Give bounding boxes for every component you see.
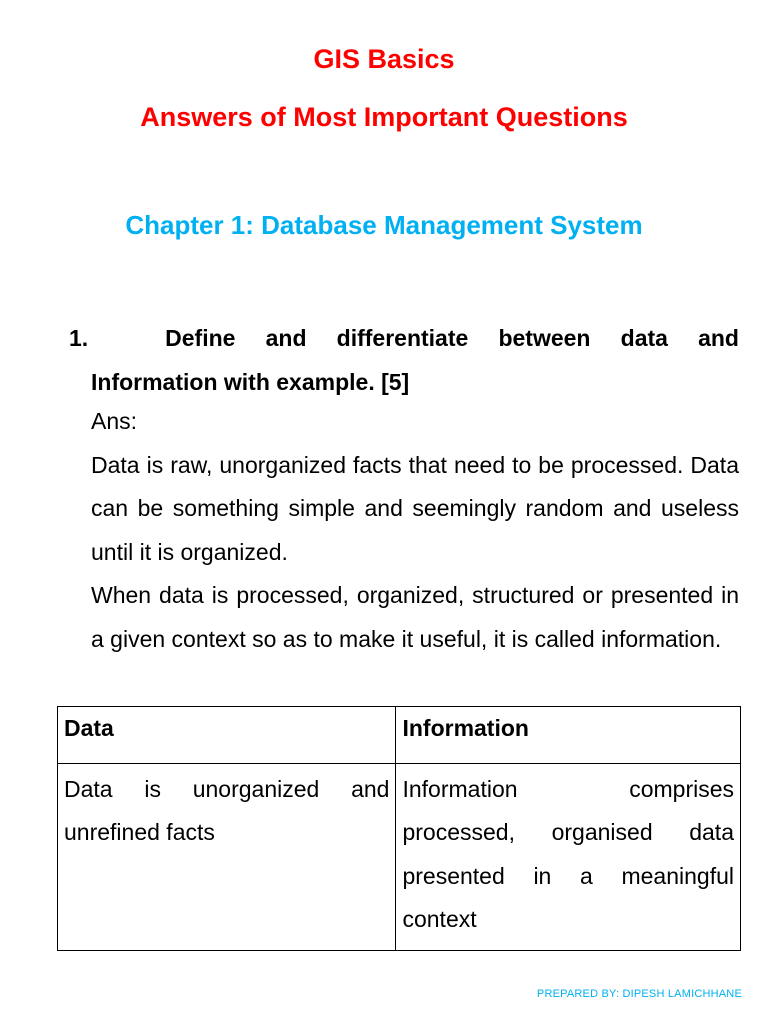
question-word: Define xyxy=(165,325,236,351)
question-number: 1. xyxy=(69,325,89,351)
answer-paragraph-1: Data is raw, unorganized facts that need to be processed. Data can be something simple and seemingly random and useless until it is organized. xyxy=(91,451,739,565)
question-line-1 xyxy=(69,316,739,360)
chapter-heading: Chapter 1: Database Management System xyxy=(125,210,643,240)
table-row xyxy=(58,763,741,950)
question-word: and xyxy=(265,325,307,351)
answer-block xyxy=(91,400,739,662)
question-word: between xyxy=(498,325,591,351)
question-word: and xyxy=(698,325,739,351)
answer-paragraph-2: When data is processed, organized, structured or presented in a given context so as to make it useful, it is called information. xyxy=(91,582,739,652)
table-header-row xyxy=(58,707,741,764)
question-word: data xyxy=(620,325,668,351)
answer-label: Ans: xyxy=(91,408,138,434)
document-subtitle: Answers of Most Important Questions xyxy=(140,102,628,132)
question-word: differentiate xyxy=(336,325,469,351)
footer-credit: PREPARED BY: DIPESH LAMICHHANE xyxy=(536,988,742,1000)
table-cell-information: Information comprises processed, organised data presented in a meaningful context xyxy=(396,763,741,950)
table-header-data: Data xyxy=(58,707,396,764)
document-title: GIS Basics xyxy=(313,44,455,74)
comparison-table xyxy=(57,706,741,951)
question-line-2: Information with example. [5] xyxy=(91,369,410,395)
table-header-information: Information xyxy=(396,707,741,764)
question-1 xyxy=(69,316,739,404)
table-cell-data: Data is unorganized and unrefined facts xyxy=(58,763,396,950)
